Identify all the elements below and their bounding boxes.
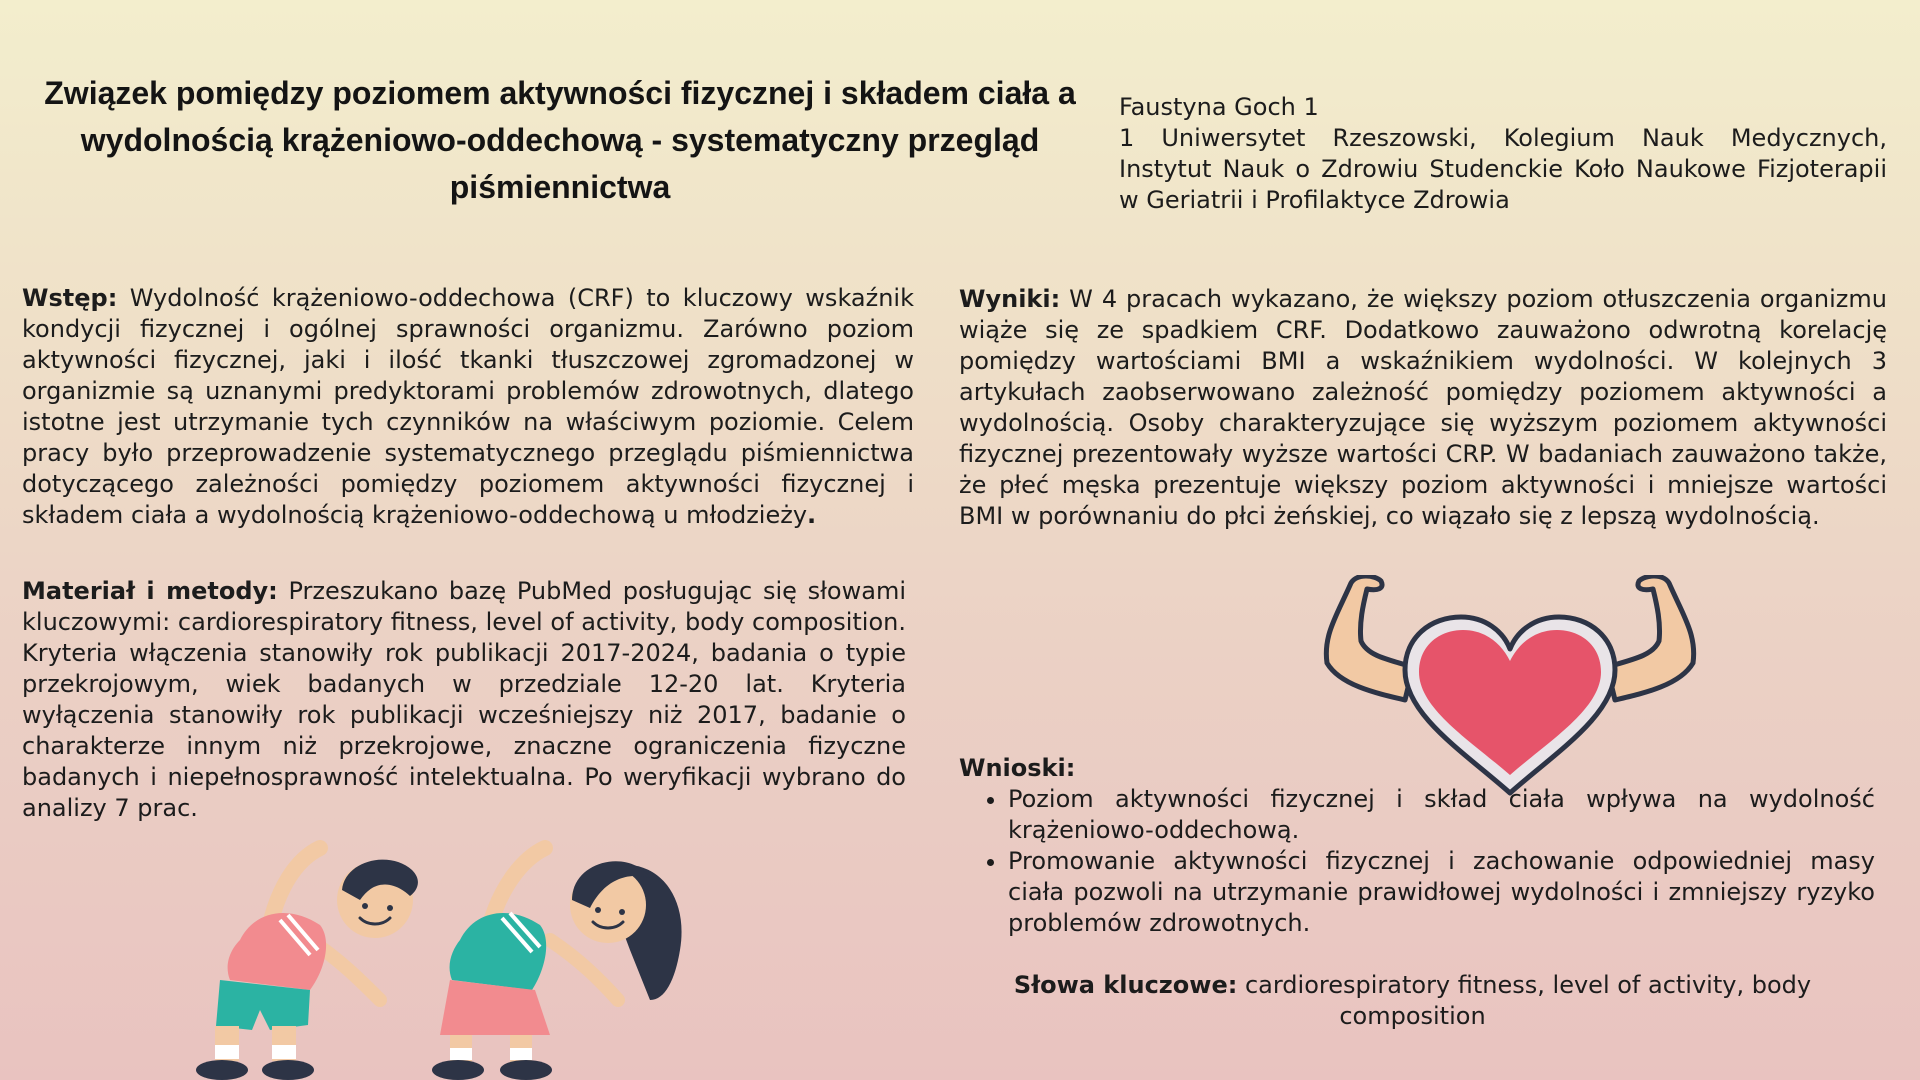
author-affiliation: 1 Uniwersytet Rzeszowski, Kolegium Nauk Medycznych, Instytut Nauk o Zdrowiu Studenckie Koło Naukowe Fizjoterapii w Geriatrii i Profilaktyce Zdrowia <box>1119 124 1887 214</box>
boy-figure-icon <box>196 848 418 1080</box>
conclusions-label <box>959 753 1259 784</box>
left-arm-icon <box>1326 576 1413 700</box>
keywords-section <box>960 970 1865 1032</box>
intro-section <box>22 283 914 531</box>
intro-end: . <box>807 501 817 529</box>
girl-figure-icon <box>432 848 682 1080</box>
conclusions-heading: Wnioski: <box>959 754 1076 782</box>
results-section <box>959 284 1887 532</box>
results-label: Wyniki: <box>959 285 1061 313</box>
methods-label: Materiał i metody: <box>22 577 278 605</box>
intro-text: Wydolność krążeniowo-oddechowa (CRF) to kluczowy wskaźnik kondycji fizycznej i ogólnej sprawności organizmu. Zarówno poziom aktywności fizycznej, jaki i ilość tkanki tłuszczowej zgromadzonej w organizmie są uznanymi predyktorami problemów zdrowotnych, dlatego istotne jest utrzymanie tych czynników na właściwym poziomie. Celem pracy było przeprowadzenie systematycznego przeglądu piśmiennictwa dotyczącego zależności pomiędzy poziomem aktywności fizycznej i składem ciała a wydolnością krążeniowo-oddechową u młodzieży <box>22 284 914 529</box>
conclusions-list <box>959 784 1875 939</box>
conclusion-item: • Poziom aktywności fizycznej i skład ciała wpływa na wydolność krążeniowo-oddechową. <box>1008 784 1875 846</box>
right-arm-icon <box>1607 576 1694 700</box>
heart-arms-illustration <box>1315 575 1705 800</box>
keywords-text: cardiorespiratory fitness, level of activity, body composition <box>1244 971 1812 1030</box>
methods-text: Przeszukano bazę PubMed posługując się słowami kluczowymi: cardiorespiratory fitness, level of activity, body composition. Kryteria włączenia stanowiły rok publikacji 2017-2024, badania o typie przekrojowym, wiek badanych w przedziale 12-20 lat. Kryteria wyłączenia stanowiły rok publikacji wcześniejszy niż 2017, badanie o charakterze innym niż przekrojowe, znaczne ograniczenia fizyczne badanych i niepełnosprawność intelektualna. Po weryfikacji wybrano do analizy 7 prac. <box>22 577 906 822</box>
poster-title: Związek pomiędzy poziomem aktywności fizycznej i składem ciała a wydolnością krążeniowo-oddechową - systematyczny przegląd piśmiennictwa <box>44 75 1076 205</box>
intro-label: Wstęp: <box>22 284 118 312</box>
methods-section <box>22 576 906 824</box>
conclusion-item: • Promowanie aktywności fizycznej i zachowanie odpowiedniej masy ciała pozwoli na utrzymanie prawidłowej wydolności i zmniejszy ryzyko problemów zdrowotnych. <box>1008 846 1875 939</box>
results-text: W 4 pracach wykazano, że większy poziom otłuszczenia organizmu wiąże się ze spadkiem CRF. Dodatkowo zauważono odwrotną korelację pomiędzy wartościami BMI a wskaźnikiem wydolności. W kolejnych 3 artykułach zaobserwowano zależność pomiędzy poziomem aktywności a wydolnością. Osoby charakteryzujące się wyższym poziomem aktywności fizycznej prezentowały wyższe wartości CRP. W badaniach zauważono także, że płeć męska prezentuje większy poziom aktywności i mniejsze wartości BMI w porównaniu do płci żeńskiej, co wiązało się z lepszą wydolnością. <box>959 285 1887 530</box>
kids-exercising-illustration <box>160 830 720 1080</box>
keywords-label: Słowa kluczowe: <box>1013 971 1238 999</box>
author-block <box>1119 92 1887 216</box>
author-name: Faustyna Goch 1 <box>1119 93 1319 121</box>
